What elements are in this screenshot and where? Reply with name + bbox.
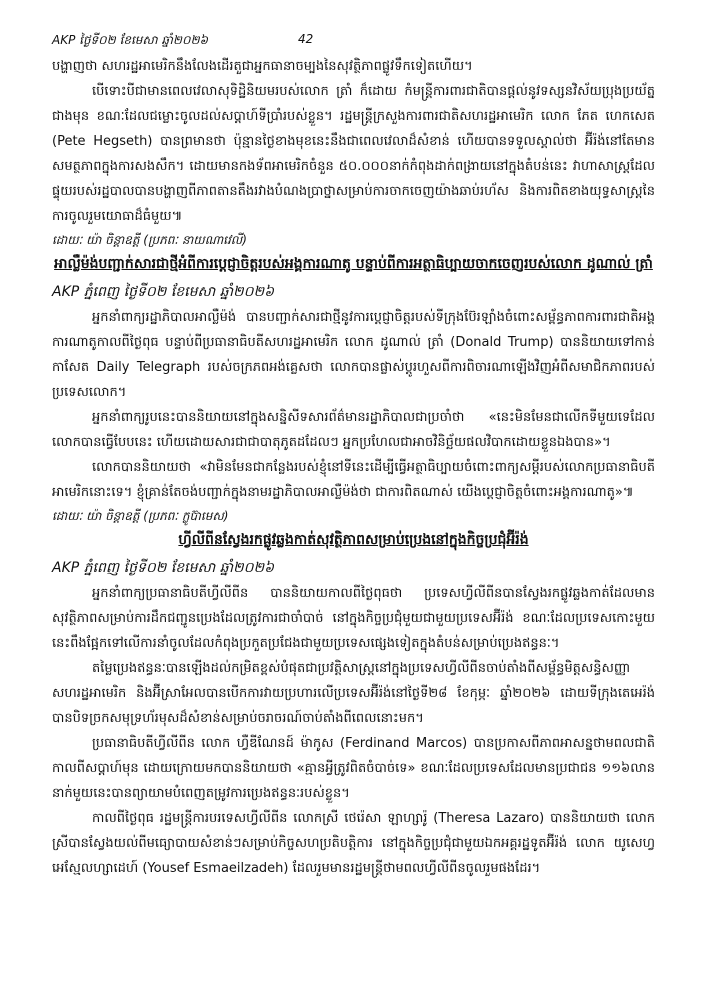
article2-headline: អាល្លឺម៉ង់បញ្ជាក់សារជាថ្មីអំពីការប្ដេជ្ញាចិត្តរបស់អង្គការណាតូ បន្ទាប់ពីការអត្ថាធិប្បាយចាកចេញរបស់លោក ដូណាល់ ត្រាំ: [54, 256, 653, 272]
article3-headline: ហ្វីលីពីនស្វែងរកផ្លូវឆ្លងកាត់សុវត្ថិភាពសម្រាប់ប្រេងនៅក្នុងកិច្ចប្រជុំអ៊ីរ៉ង់: [178, 532, 529, 548]
article1-paragraph-1: បង្ហាញថា សហរដ្ឋអាមេរិកនឹងលែងដើរតួជាអ្នកធានាចម្បងនៃសុវត្ថិភាពផ្លូវទឹកទៀតហើយ។: [52, 59, 473, 74]
article3-dateline: AKP ភ្នំពេញ ថ្ងៃទី០២ ខែមេសា ឆ្នាំ២០២៦: [52, 560, 275, 576]
running-header: [52, 32, 655, 54]
article-continued: [52, 54, 655, 251]
article2-dateline: AKP ភ្នំពេញ ថ្ងៃទី០២ ខែមេសា ឆ្នាំ២០២៦: [52, 284, 275, 300]
article-philippines-oil: [52, 529, 655, 881]
article-germany-nato: [52, 253, 655, 527]
article3-paragraph-1: អ្នកនាំពាក្យប្រធានាធិបតីហ្វីលីពីន បាននិយាយកាលពីថ្ងៃពុធថា ប្រទេសហ្វីលីពីនបានស្វែងរកផ្លូវឆ្លងកាត់ដែលមានសុវត្ថិភាពសម្រាប់ការដឹកជញ្ជូនប្រេងដែលត្រូវការជាចាំបាច់ នៅក្នុងកិច្ចប្រជុំមួយជាមួយប្រទេសអ៊ីរ៉ង់ ខណៈដែលប្រទេសកោះមួយនេះពឹងផ្អែកទៅលើការនាំចូលដែលកំពុងប្រកួតប្រជែងជាមួយប្រទេសផ្សេងទៀតក្នុងតំបន់សម្រាប់ប្រេងឥន្ធនៈ។: [52, 586, 655, 651]
article2-paragraph-1: អ្នកនាំពាក្យរដ្ឋាភិបាលអាល្លឺម៉ង់ បានបញ្ជាក់សារជាថ្មីនូវការប្ដេជ្ញាចិត្តរបស់ទីក្រុងប៊ែរឡាំងចំពោះសម្ព័ន្ធភាពការពារជាតិអង្គការណាតូកាលពីថ្ងៃពុធ បន្ទាប់ពីប្រធានាធិបតីសហរដ្ឋអាមេរិក លោក ដូណាល់ ត្រាំ (Donald Trump) បាននិយាយទៅកាន់កាសែត Daily Telegraph របស់ចក្រភពអង់គ្លេសថា លោកបានផ្លាស់ប្ដូរហួសពីការពិចារណាឡើងវិញអំពីសមាជិកភាពរបស់ប្រទេសលោក។: [52, 310, 655, 400]
article2-paragraph-2: អ្នកនាំពាក្យរូបនេះបាននិយាយនៅក្នុងសន្និសីទសារព័ត៌មានរដ្ឋាភិបាលជាប្រចាំថា «នេះមិនមែនជាលើកទីមួយទេដែលលោកបានធ្វើបែបនេះ ហើយដោយសារជាជាបាតុភូតដដែលៗ អ្នកប្រហែលជាអាចវិនិច្ឆ័យផលវិបាកដោយខ្លួនឯងបាន»។: [52, 410, 655, 450]
page-number: 42: [298, 32, 314, 46]
article3-paragraph-2: តម្លៃប្រេងឥន្ធនៈបានឡើងដល់កម្រិតខ្ពស់បំផុតជាប្រវត្តិសាស្ត្រនៅក្នុងប្រទេសហ្វីលីពីនចាប់តាំងពីសម្ព័ន្ធមិត្តសន្ធិសញ្ញាសហរដ្ឋអាមេរិក និងអ៊ីស្រាអែលបានបើកការវាយប្រហារលើប្រទេសអ៊ីរ៉ង់នៅថ្ងៃទី២៨ ខែកុម្ភៈ ឆ្នាំ២០២៦ ដោយទីក្រុងតេអេរ៉ង់បានបិទច្រកសមុទ្រហ័រមុសដ៏សំខាន់សម្រាប់ចរាចរណ៍ចាប់តាំងពីពេលនោះមក។: [52, 661, 655, 726]
article2-paragraph-3: លោកបាននិយាយថា «វាមិនមែនជាកន្លែងរបស់ខ្ញុំនៅទីនេះដើម្បីធ្វើអត្ថាធិប្បាយចំពោះពាក្យសម្ដីរបស់លោកប្រធានាធិបតីអាមេរិកនោះទេ។ ខ្ញុំគ្រាន់តែចង់បញ្ជាក់ក្នុងនាមរដ្ឋាភិបាលអាល្លឺម៉ង់ថា ជាការពិតណាស់ យើងប្ដេជ្ញាចិត្តចំពោះអង្គការណាតូ»៕: [52, 460, 655, 500]
header-source-date: AKP ថ្ងៃទី០២ ខែមេសា ឆ្នាំ២០២៦: [52, 33, 209, 47]
article2-byline: ដោយៈ យ៉ា ចិន្តាឧត្តី (ប្រភពៈ ក្លូប៊ាមេស): [52, 509, 229, 523]
article3-paragraph-3: ប្រធានាធិបតីហ្វីលីពីន លោក ហ្វឺឌីណែនដ៍ ម៉ាកូស (Ferdinand Marcos) បានប្រកាសពីភាពអាសន្នថាមពលជាតិកាលពីសប្ដាហ៍មុន ដោយក្រោយមកបាននិយាយថា «គ្មានអ្វីត្រូវពិតចំបាច់ទេ» ខណៈដែលប្រទេសដែលមានប្រជាជន ១១៦លាននាក់មួយនេះបានព្យាយាមបំពេញតម្រូវការប្រេងឥន្ធនៈរបស់ខ្លួន។: [52, 736, 655, 801]
article3-paragraph-4: កាលពីថ្ងៃពុធ រដ្ឋមន្ត្រីការបរទេសហ្វីលីពីន លោកស្រី ថេរ៉េសា ឡាហ្សារ៉ូ (Theresa Lazaro) បាននិយាយថា លោកស្រីបានស្វែងយល់ពីមធ្យោបាយសំខាន់ៗសម្រាប់កិច្ចសហប្រតិបត្តិការ នៅក្នុងកិច្ចប្រជុំជាមួយឯកអគ្គរដ្ឋទូតអ៊ីរ៉ង់ លោក យូសេហ្វ អេស្មែលហ្សាដេហ៍ (Yousef Esmaeilzadeh) ដែលរួមមានរដ្ឋមន្ត្រីថាមពលហ្វីលីពីនចូលរួមផងដែរ។: [52, 811, 655, 876]
article1-paragraph-2: បើទោះបីជាមានពេលវេលាសុទិដ្ឋិនិយមរបស់លោក ត្រាំ ក៏ដោយ កំមន្ត្រីការពារជាតិបានផ្ដល់នូវទស្សនវិស័យប្រុងប្រយ័ត្នជាងមុន ខណៈដែលជម្លោះចូលដល់សប្ដាហ៍ទីប្រាំរបស់ខ្លួន។ រដ្ឋមន្ត្រីក្រសួងការពារជាតិសហរដ្ឋអាមេរិក លោក ភែត ហេកសេត (Pete Hegseth) បានព្រមានថា ប៉ុន្មានថ្ងៃខាងមុខនេះនឹងជាពេលវេលាដ៏សំខាន់ ហើយបានទទួលស្គាល់ថា អ៊ីរ៉ង់នៅតែមានសមត្ថភាពក្នុងការសងសឹក។ ដោយមានកងទ័ពអាមេរិកចំនួន ៥០.០០០នាក់កំពុងដាក់ពង្រាយនៅក្នុងតំបន់នេះ វាហាសាស្ត្រដែលផ្ទុយរបស់រដ្ឋបាលបានបង្ហាញពីភាពតានតឹងរវាងបំណងប្រាថ្នាសម្រាប់ការចាកចេញយ៉ាងឆាប់រហ័ស និងការពិតខាងយុទ្ធសាស្ត្រនៃការចូលរួមយោធាដ៏ធំមួយ៕: [52, 84, 655, 224]
article1-byline: ដោយៈ យ៉ា ចិន្តាឧត្តី (ប្រភពៈ នាយណាវេលី): [52, 233, 247, 247]
